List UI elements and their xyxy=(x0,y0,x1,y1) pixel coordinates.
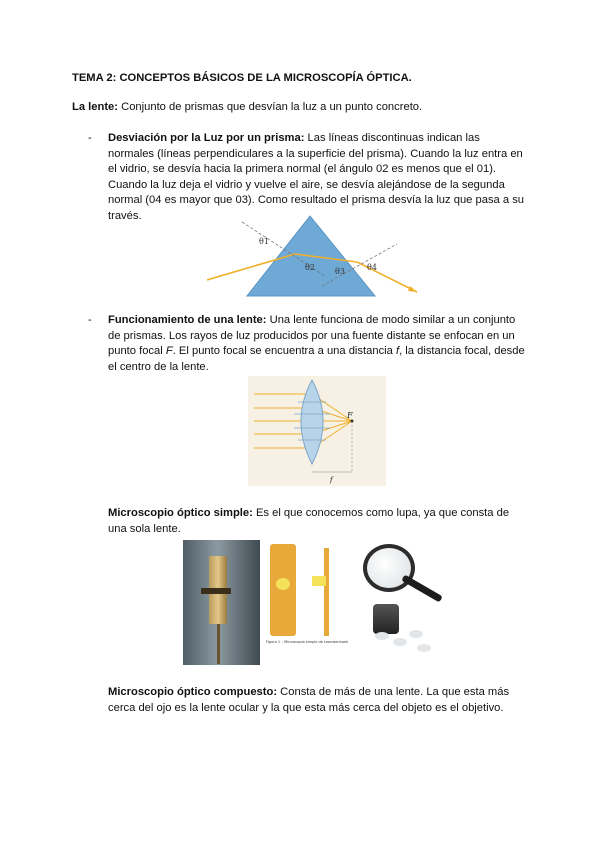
ray-arrowhead xyxy=(408,286,417,292)
microscope-rod xyxy=(217,624,220,664)
figure-caption: Figura 1 – Microscopio simple de Leeuwenhoek xyxy=(266,640,349,644)
lens-definition-text: Conjunto de prismas que desvían la luz a un punto concreto. xyxy=(118,101,423,113)
prism-text: Las líneas discontinuas indican las normales (líneas perpendiculares a la superficie del prisma). Cuando la luz entra en el vidrio, se desvía hacia la primera normal (el ángulo 02 es menos que el 01). Cuando la luz deja el vidrio y vuelve el aire, se desvía alejándose de la segunda normal (04 es mayor que 03). Como resultado el prisma desvía la luz que pasa a su través. xyxy=(108,132,525,222)
slide-disc xyxy=(417,644,431,652)
slide-disc xyxy=(409,630,423,638)
lens-definition xyxy=(72,100,532,116)
distance-symbol: f xyxy=(395,345,400,358)
focal-length-label: f xyxy=(330,476,333,484)
loupe-body xyxy=(373,604,399,634)
lens-definition-term: La lente: xyxy=(72,101,119,113)
theta-2-label: θ2 xyxy=(305,263,315,272)
theta-3-label: θ3 xyxy=(335,267,345,276)
microscope-screw xyxy=(201,588,231,594)
compound-microscope-paragraph xyxy=(108,685,528,716)
magnifying-glass-handle xyxy=(401,574,443,602)
lens-text-3: , la distancia focal, desde el centro de la lente. xyxy=(108,345,525,373)
lens-paragraph xyxy=(108,313,528,375)
theta-4-label: θ4 xyxy=(367,263,377,272)
microscope-illustration xyxy=(262,540,357,665)
brass-rod-illustration xyxy=(324,548,329,636)
prism-term: Desviación por la Luz por un prisma: xyxy=(108,132,305,144)
prism-diagram xyxy=(207,214,419,302)
bullet-marker: - xyxy=(88,314,92,326)
compound-microscope-term: Microscopio óptico compuesto: xyxy=(108,686,278,698)
lens-text-1: Una lente funciona de modo similar a un conjunto de prismas. Los rayos de luz producidos por una fuente distante se enfocan en un punto focal xyxy=(108,314,516,358)
lens-text-2: . El punto focal se encuentra a una distancia xyxy=(172,345,396,358)
magnifying-glass-lens xyxy=(363,544,415,592)
focal-symbol: F xyxy=(165,345,173,358)
theta-1-label: θ1 xyxy=(259,237,269,246)
slide-disc xyxy=(393,638,407,646)
simple-microscope-paragraph xyxy=(108,506,528,537)
focal-point-label: F xyxy=(347,411,353,420)
prism-paragraph xyxy=(108,131,528,225)
brass-plate-illustration xyxy=(270,544,296,636)
page-title: TEMA 2: CONCEPTOS BÁSICOS DE LA MICROSCOPÍA ÓPTICA. xyxy=(72,72,412,84)
lens-diagram xyxy=(248,376,386,486)
compound-microscope-text: Consta de más de una lente. La que esta más cerca del ojo es la lente ocular y la que esta más cerca del objeto es el objetivo. xyxy=(108,686,510,714)
leeuwenhoek-microscope-photo xyxy=(183,540,260,665)
screw-illustration xyxy=(312,576,326,586)
lens-marker-illustration xyxy=(276,578,290,590)
lens-term: Funcionamiento de una lente: xyxy=(108,314,267,326)
simple-microscope-text: Es el que conocemos como lupa, ya que consta de una sola lente. xyxy=(108,507,510,535)
simple-microscope-term: Microscopio óptico simple: xyxy=(108,507,253,519)
slide-disc xyxy=(375,632,389,640)
magnifier-and-loupe-photo xyxy=(357,540,463,665)
bullet-marker: - xyxy=(88,132,92,144)
